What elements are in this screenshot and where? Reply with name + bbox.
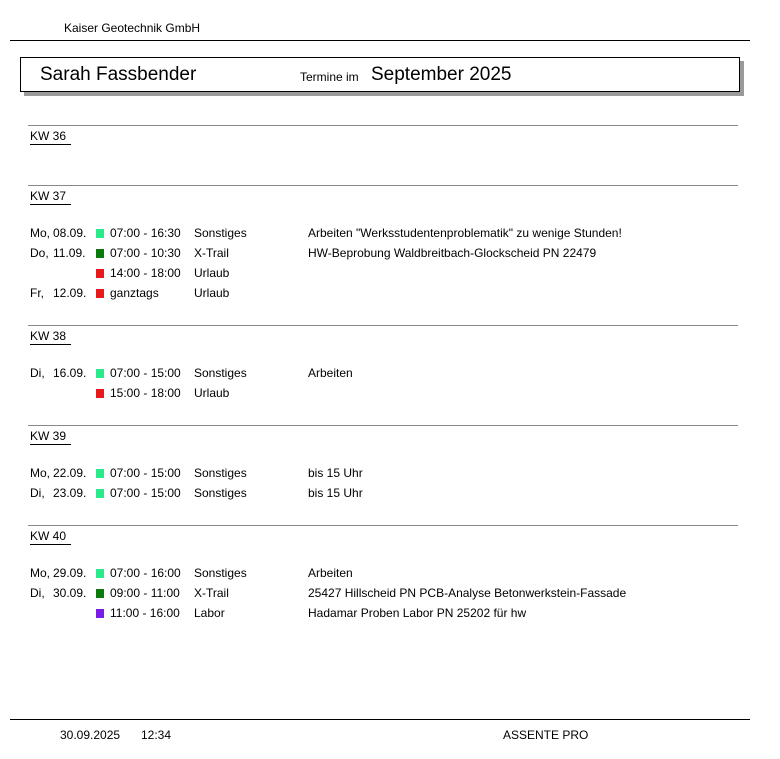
time-range: 09:00 - 11:00 <box>110 586 180 600</box>
week-separator <box>28 185 738 186</box>
category-color-swatch <box>96 229 104 238</box>
person-name: Sarah Fassbender <box>40 64 197 85</box>
time-range: 15:00 - 18:00 <box>110 386 181 400</box>
date-label: 11.09. <box>53 246 86 260</box>
appointment-row <box>30 466 760 486</box>
appointment-row <box>30 286 760 306</box>
date-label: 08.09. <box>53 226 87 240</box>
description-text: Hadamar Proben Labor PN 25202 für hw <box>308 606 527 620</box>
time-range: ganztags <box>110 286 159 300</box>
category-color-swatch <box>96 589 104 598</box>
category-color-swatch <box>96 569 104 578</box>
date-label: 29.09. <box>53 566 87 580</box>
category-label: Labor <box>194 606 225 620</box>
time-range: 07:00 - 10:30 <box>110 246 181 260</box>
time-range: 11:00 - 16:00 <box>110 606 180 620</box>
title-box <box>20 57 740 92</box>
week-label: KW 40 <box>30 529 71 545</box>
category-label: Sonstiges <box>194 486 247 500</box>
footer-date: 30.09.2025 <box>60 728 121 742</box>
appointment-row <box>30 246 760 266</box>
footer-time: 12:34 <box>141 728 172 742</box>
category-label: Urlaub <box>194 286 230 300</box>
appointment-row <box>30 366 760 386</box>
week-label: KW 37 <box>30 189 71 205</box>
week-label: KW 36 <box>30 129 71 145</box>
date-label: 23.09. <box>53 486 87 500</box>
category-label: Sonstiges <box>194 466 247 480</box>
category-color-swatch <box>96 269 104 278</box>
termine-label: Termine im <box>300 70 359 84</box>
category-label: Urlaub <box>194 386 230 400</box>
header-divider <box>10 40 750 41</box>
time-range: 07:00 - 15:00 <box>110 486 181 500</box>
day-label: Mo, <box>30 466 51 480</box>
description-text: Arbeiten <box>308 366 353 380</box>
description-text: 25427 Hillscheid PN PCB-Analyse Betonwerkstein-Fassade <box>308 586 627 600</box>
time-range: 14:00 - 18:00 <box>110 266 181 280</box>
week-separator <box>28 125 738 126</box>
day-label: Di, <box>30 586 45 600</box>
description-text: Arbeiten <box>308 566 353 580</box>
description-text: Arbeiten "Werksstudentenproblematik" zu wenige Stunden! <box>308 226 622 240</box>
appointment-row <box>30 386 760 406</box>
date-label: 16.09. <box>53 366 87 380</box>
appointment-row <box>30 486 760 506</box>
category-color-swatch <box>96 609 104 618</box>
day-label: Do, <box>30 246 49 260</box>
date-label: 30.09. <box>53 586 87 600</box>
company-name: Kaiser Geotechnik GmbH <box>64 21 201 35</box>
appointment-row <box>30 606 760 626</box>
time-range: 07:00 - 16:00 <box>110 566 181 580</box>
category-color-swatch <box>96 289 104 298</box>
day-label: Di, <box>30 366 45 380</box>
description-text: bis 15 Uhr <box>308 486 363 500</box>
week-label: KW 39 <box>30 429 71 445</box>
time-range: 07:00 - 16:30 <box>110 226 181 240</box>
week-label: KW 38 <box>30 329 71 345</box>
date-label: 22.09. <box>53 466 87 480</box>
month-title: September 2025 <box>371 64 512 85</box>
footer-divider <box>10 719 750 720</box>
description-text: HW-Beprobung Waldbreitbach-Glockscheid PN 22479 <box>308 246 597 260</box>
category-label: X-Trail <box>194 586 229 600</box>
day-label: Mo, <box>30 226 51 240</box>
category-label: Urlaub <box>194 266 230 280</box>
footer-app-name: ASSENTE PRO <box>503 728 589 742</box>
category-label: Sonstiges <box>194 566 247 580</box>
category-label: Sonstiges <box>194 226 247 240</box>
category-label: Sonstiges <box>194 366 247 380</box>
day-label: Di, <box>30 486 45 500</box>
time-range: 07:00 - 15:00 <box>110 466 181 480</box>
category-color-swatch <box>96 469 104 478</box>
appointment-row <box>30 566 760 586</box>
category-color-swatch <box>96 249 104 258</box>
date-label: 12.09. <box>53 286 87 300</box>
day-label: Mo, <box>30 566 51 580</box>
week-separator <box>28 525 738 526</box>
appointment-row <box>30 226 760 246</box>
category-color-swatch <box>96 489 104 498</box>
category-color-swatch <box>96 389 104 398</box>
category-color-swatch <box>96 369 104 378</box>
week-separator <box>28 425 738 426</box>
category-label: X-Trail <box>194 246 229 260</box>
day-label: Fr, <box>30 286 44 300</box>
appointment-row <box>30 586 760 606</box>
time-range: 07:00 - 15:00 <box>110 366 181 380</box>
description-text: bis 15 Uhr <box>308 466 363 480</box>
appointment-row <box>30 266 760 286</box>
week-separator <box>28 325 738 326</box>
